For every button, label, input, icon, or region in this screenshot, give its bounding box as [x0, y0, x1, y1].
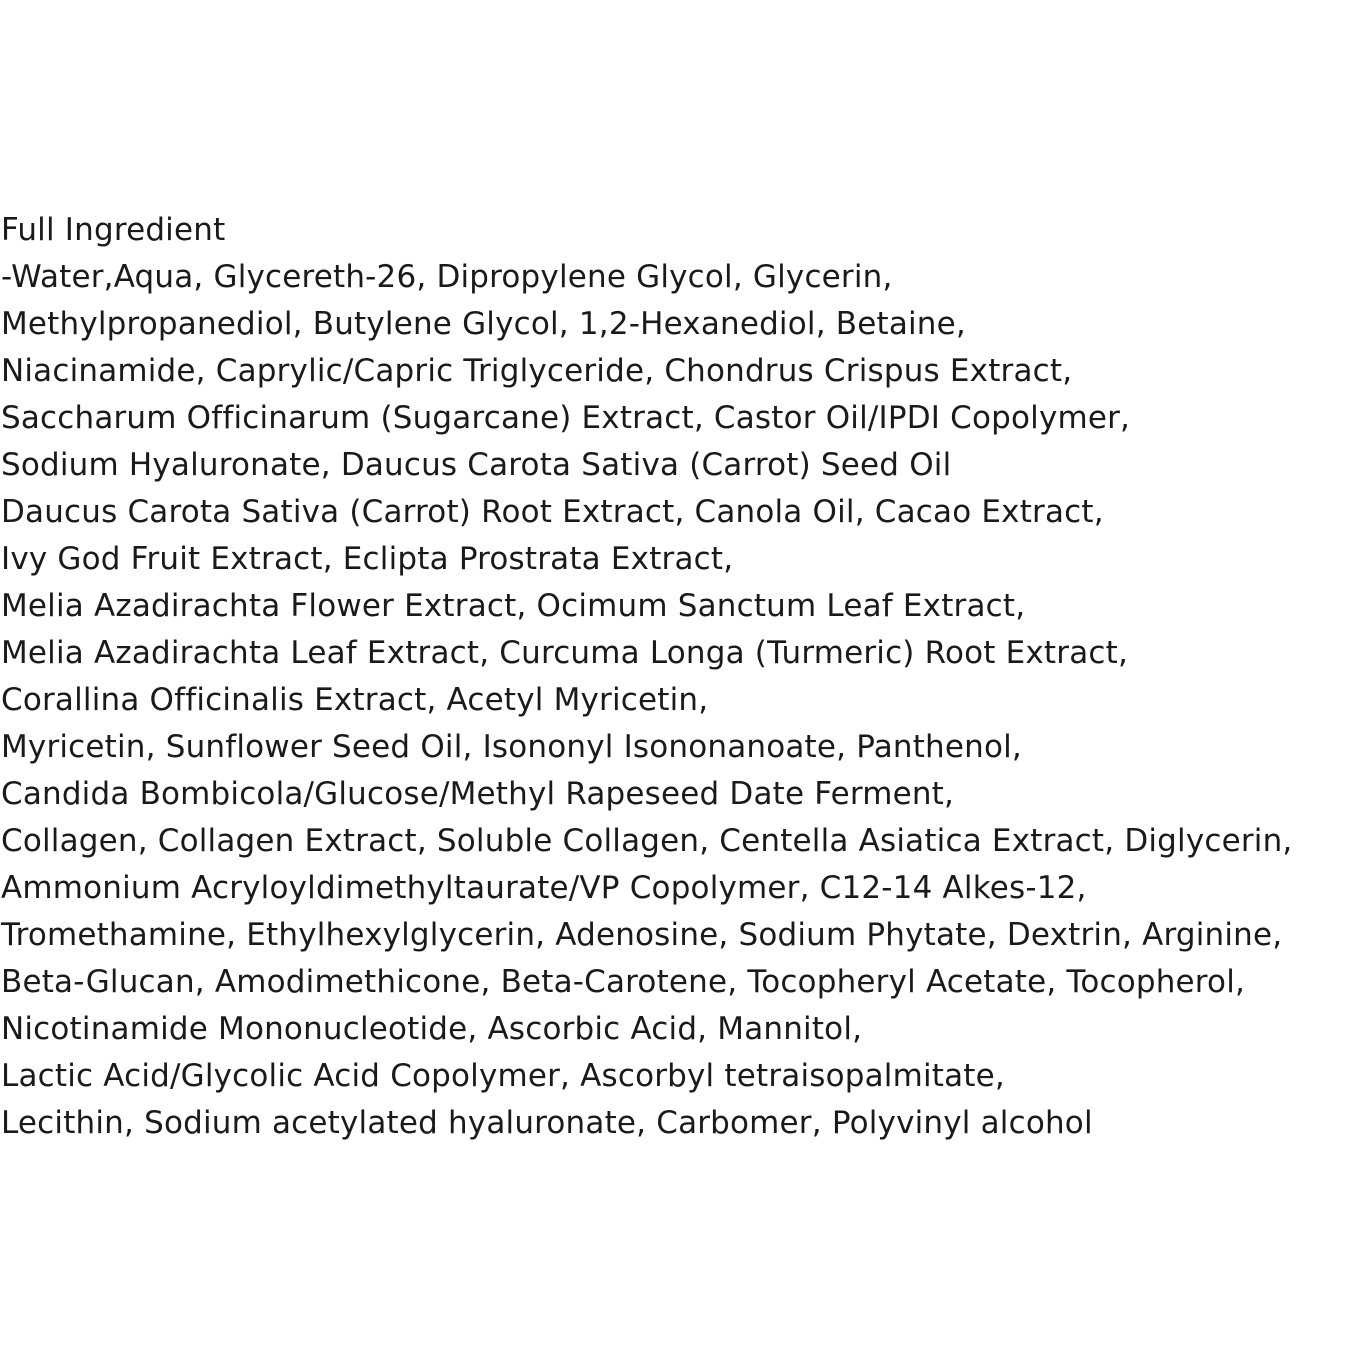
ingredient-line: Sodium Hyaluronate, Daucus Carota Sativa (Carrot) Seed Oil	[1, 447, 952, 483]
ingredient-line: Corallina Officinalis Extract, Acetyl Myricetin,	[1, 682, 709, 718]
ingredient-line: Ammonium Acryloyldimethyltaurate/VP Copolymer, C12-14 Alkes-12,	[1, 870, 1087, 906]
ingredient-line: Lactic Acid/Glycolic Acid Copolymer, Ascorbyl tetraisopalmitate,	[1, 1058, 1005, 1094]
ingredient-list	[1, 207, 1356, 1147]
ingredient-line: Melia Azadirachta Flower Extract, Ocimum Sanctum Leaf Extract,	[1, 588, 1026, 624]
ingredient-line: Daucus Carota Sativa (Carrot) Root Extract, Canola Oil, Cacao Extract,	[1, 494, 1104, 530]
ingredient-line: Tromethamine, Ethylhexylglycerin, Adenosine, Sodium Phytate, Dextrin, Arginine,	[1, 917, 1283, 953]
ingredient-line: Myricetin, Sunflower Seed Oil, Isononyl Isononanoate, Panthenol,	[1, 729, 1022, 765]
ingredient-line: -Water,Aqua, Glycereth-26, Dipropylene Glycol, Glycerin,	[1, 259, 893, 295]
ingredient-line: Melia Azadirachta Leaf Extract, Curcuma Longa (Turmeric) Root Extract,	[1, 635, 1128, 671]
ingredient-line: Collagen, Collagen Extract, Soluble Collagen, Centella Asiatica Extract, Diglycerin,	[1, 823, 1293, 859]
ingredient-line: Candida Bombicola/Glucose/Methyl Rapeseed Date Ferment,	[1, 776, 955, 812]
ingredient-line: Lecithin, Sodium acetylated hyaluronate, Carbomer, Polyvinyl alcohol	[1, 1105, 1093, 1141]
ingredient-line: Nicotinamide Mononucleotide, Ascorbic Acid, Mannitol,	[1, 1011, 863, 1047]
ingredient-line: Ivy God Fruit Extract, Eclipta Prostrata Extract,	[1, 541, 734, 577]
ingredient-line: Saccharum Officinarum (Sugarcane) Extract, Castor Oil/IPDI Copolymer,	[1, 400, 1131, 436]
ingredient-title: Full Ingredient	[1, 212, 226, 248]
ingredient-line: Beta-Glucan, Amodimethicone, Beta-Carotene, Tocopheryl Acetate, Tocopherol,	[1, 964, 1246, 1000]
ingredient-line: Niacinamide, Caprylic/Capric Triglyceride, Chondrus Crispus Extract,	[1, 353, 1073, 389]
ingredient-line: Methylpropanediol, Butylene Glycol, 1,2-Hexanediol, Betaine,	[1, 306, 966, 342]
